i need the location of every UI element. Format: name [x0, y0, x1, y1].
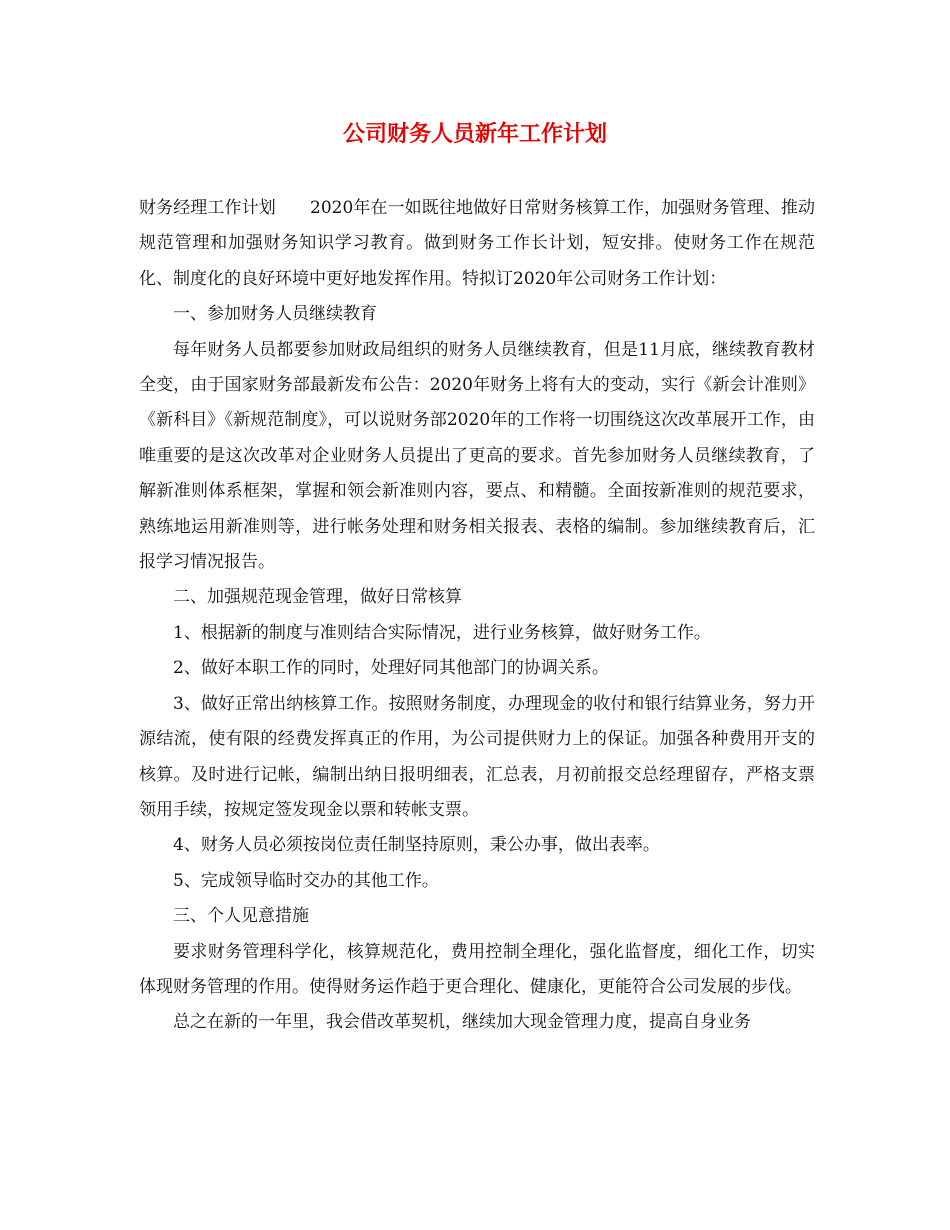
list-item-1: 1、根据新的制度与准则结合实际情况，进行业务核算，做好财务工作。 [173, 622, 711, 643]
paragraph-section-3: 要求财务管理科学化，核算规范化，费用控制全理化，强化监督度，细化工作，切实体现财务管理的作用。使得财务运作趋于更合理化、健康化，更能符合公司发展的步伐。 [139, 941, 815, 997]
section-heading-1: 一、参加财务人员继续教育 [173, 304, 377, 325]
paragraph-intro: 财务经理工作计划 2020年在一如既往地做好日常财务核算工作，加强财务管理、推动规范管理和加强财务知识学习教育。做到财务工作长计划，短安排。使财务工作在规范化、制度化的良好环境中更好地发挥作用。特拟订2020年公司财务工作计划： [139, 198, 815, 289]
document-body [139, 191, 815, 1041]
paragraph-section-1: 每年财务人员都要参加财政局组织的财务人员继续教育，但是11月底，继续教育教材全变，由于国家财务部最新发布公告：2020年财务上将有大的变动，实行《新会计准则》《新科目》《新规范制度》，可以说财务部2020年的工作将一切围绕这次改革展开工作，由唯重要的是这次改革对企业财务人员提出了更高的要求。首先参加财务人员继续教育，了解新准则体系框架，掌握和领会新准则内容，要点、和精髓。全面按新准则的规范要求，熟练地运用新准则等，进行帐务处理和财务相关报表、表格的编制。参加继续教育后，汇报学习情况报告。 [139, 339, 815, 573]
document-title: 公司财务人员新年工作计划 [342, 121, 607, 147]
list-item-3: 3、做好正常出纳核算工作。按照财务制度，办理现金的收付和银行结算业务，努力开源结流，使有限的经费发挥真正的作用，为公司提供财力上的保证。加强各种费用开支的核算。及时进行记帐，编制出纳日报明细表，汇总表，月初前报交总经理留存，严格支票领用手续，按规定签发现金以票和转帐支票。 [139, 693, 815, 820]
paragraph-conclusion: 总之在新的一年里，我会借改革契机，继续加大现金管理力度，提高自身业务 [173, 1012, 751, 1033]
list-item-5: 5、完成领导临时交办的其他工作。 [173, 870, 439, 891]
list-item-4: 4、财务人员必须按岗位责任制坚持原则，秉公办事，做出表率。 [173, 835, 660, 856]
section-heading-2: 二、加强规范现金管理，做好日常核算 [173, 587, 462, 608]
section-heading-3: 三、个人见意措施 [173, 906, 309, 927]
list-item-2: 2、做好本职工作的同时，处理好同其他部门的协调关系。 [173, 658, 609, 679]
